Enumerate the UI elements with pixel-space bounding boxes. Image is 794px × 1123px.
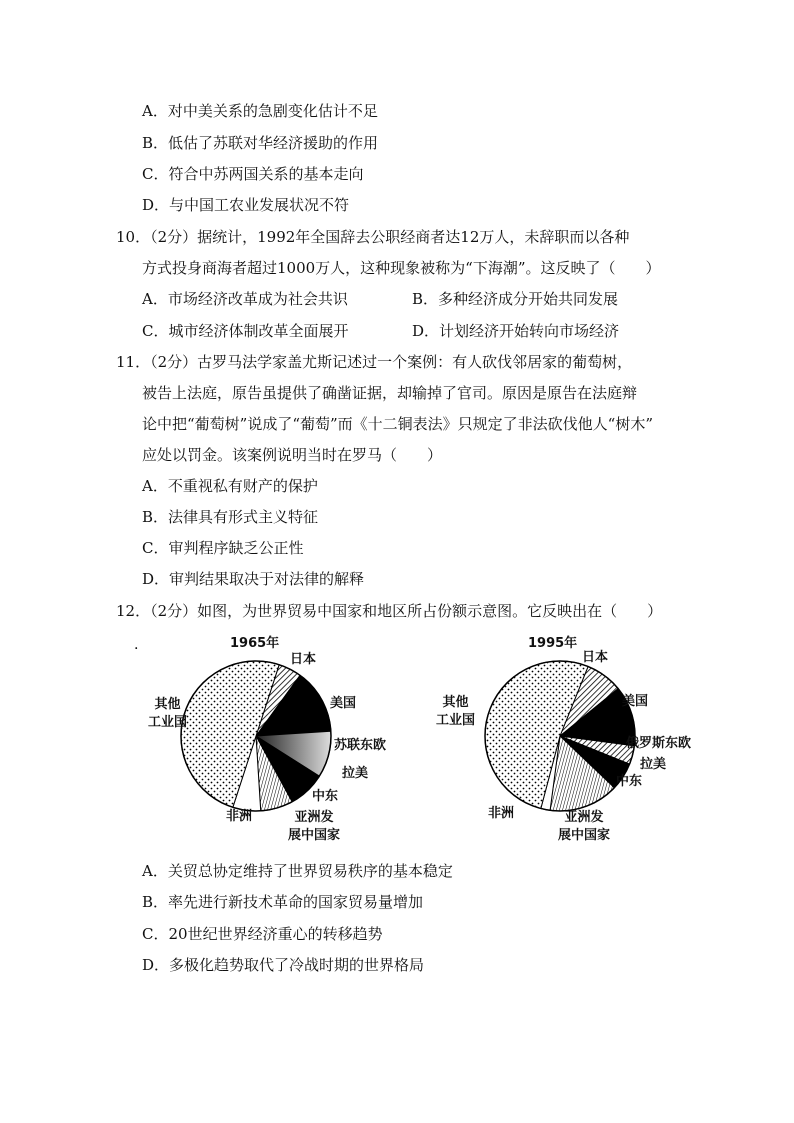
q12-option-a: A．关贸总协定维持了世界贸易秩序的基本稳定 (142, 862, 453, 880)
q10-option-a: A．市场经济改革成为社会共识 (142, 290, 348, 308)
q12-stem: 12．（2分）如图，为世界贸易中国家和地区所占份额示意图。它反映出在（ ） (116, 602, 663, 620)
q10-stem-line-1: 10．（2分）据统计，1992年全国辞去公职经商者达12万人，未辞职而以各种 (116, 228, 630, 246)
pie-title: 1995年 (528, 636, 578, 651)
q12-option-b: B．率先进行新技术革命的国家贸易量增加 (142, 893, 424, 911)
pie-label: 拉美 (342, 766, 369, 781)
q9-option-a: A．对中美关系的急剧变化估计不足 (142, 102, 378, 120)
pie-label: 其他 工业国 (436, 695, 476, 728)
pie-label: 中东 (616, 774, 643, 789)
pie-label: 美国 (622, 694, 649, 709)
q12-option-d: D．多极化趋势取代了冷战时期的世界格局 (142, 956, 425, 974)
pie-label: 中东 (312, 789, 339, 804)
q11-stem-line-3: 论中把“葡萄树”说成了“葡萄”而《十二铜表法》只规定了非法砍伐他人“树木” (142, 415, 654, 433)
q11-stem-line-1: 11．（2分）古罗马法学家盖尤斯记述过一个案例：有人砍伐邻居家的葡萄树， (116, 353, 633, 371)
q9-option-d: D．与中国工农业发展状况不符 (142, 196, 350, 214)
pie-title: 1965年 (230, 636, 280, 651)
q10-option-d: D．计划经济开始转向市场经济 (412, 322, 620, 340)
pie-label: 拉美 (640, 757, 667, 772)
pie-label: 日本 (582, 650, 609, 665)
figure-dot-mark: . (134, 637, 139, 653)
q11-option-a: A．不重视私有财产的保护 (142, 477, 318, 495)
q11-option-b: B．法律具有形式主义特征 (142, 508, 319, 526)
q11-stem-line-4: 应处以罚金。该案例说明当时在罗马（ ） (142, 446, 443, 464)
q9-option-b: B．低估了苏联对华经济援助的作用 (142, 134, 379, 152)
pie-label: 俄罗斯东欧 (626, 736, 692, 751)
q10-option-c: C．城市经济体制改革全面展开 (142, 322, 349, 340)
pie-label: 非洲 (488, 806, 515, 821)
q10-option-b: B．多种经济成分开始共同发展 (412, 290, 619, 308)
pie-label: 非洲 (226, 809, 253, 824)
pie-label: 亚洲发 展中国家 (558, 810, 611, 843)
pie-label: 其他 工业国 (148, 697, 188, 730)
q12-option-c: C．20世纪世界经济重心的转移趋势 (142, 925, 383, 943)
pie-label: 苏联东欧 (334, 738, 387, 753)
pie-label: 日本 (290, 652, 317, 667)
q11-option-d: D．审判结果取决于对法律的解释 (142, 570, 365, 588)
q11-stem-line-2: 被告上法庭，原告虽提供了确凿证据，却输掉了官司。原因是原告在法庭辩 (142, 384, 638, 402)
pie-1995 (485, 661, 635, 811)
q9-option-c: C．符合中苏两国关系的基本走向 (142, 165, 364, 183)
pie-label: 美国 (330, 696, 357, 711)
q11-option-c: C．审判程序缺乏公正性 (142, 539, 304, 557)
q10-stem-line-2: 方式投身商海者超过1000万人，这种现象被称为“下海潮”。这反映了（ ） (142, 259, 661, 277)
pie-label: 亚洲发 展中国家 (288, 810, 341, 843)
pie-1965 (181, 661, 331, 811)
